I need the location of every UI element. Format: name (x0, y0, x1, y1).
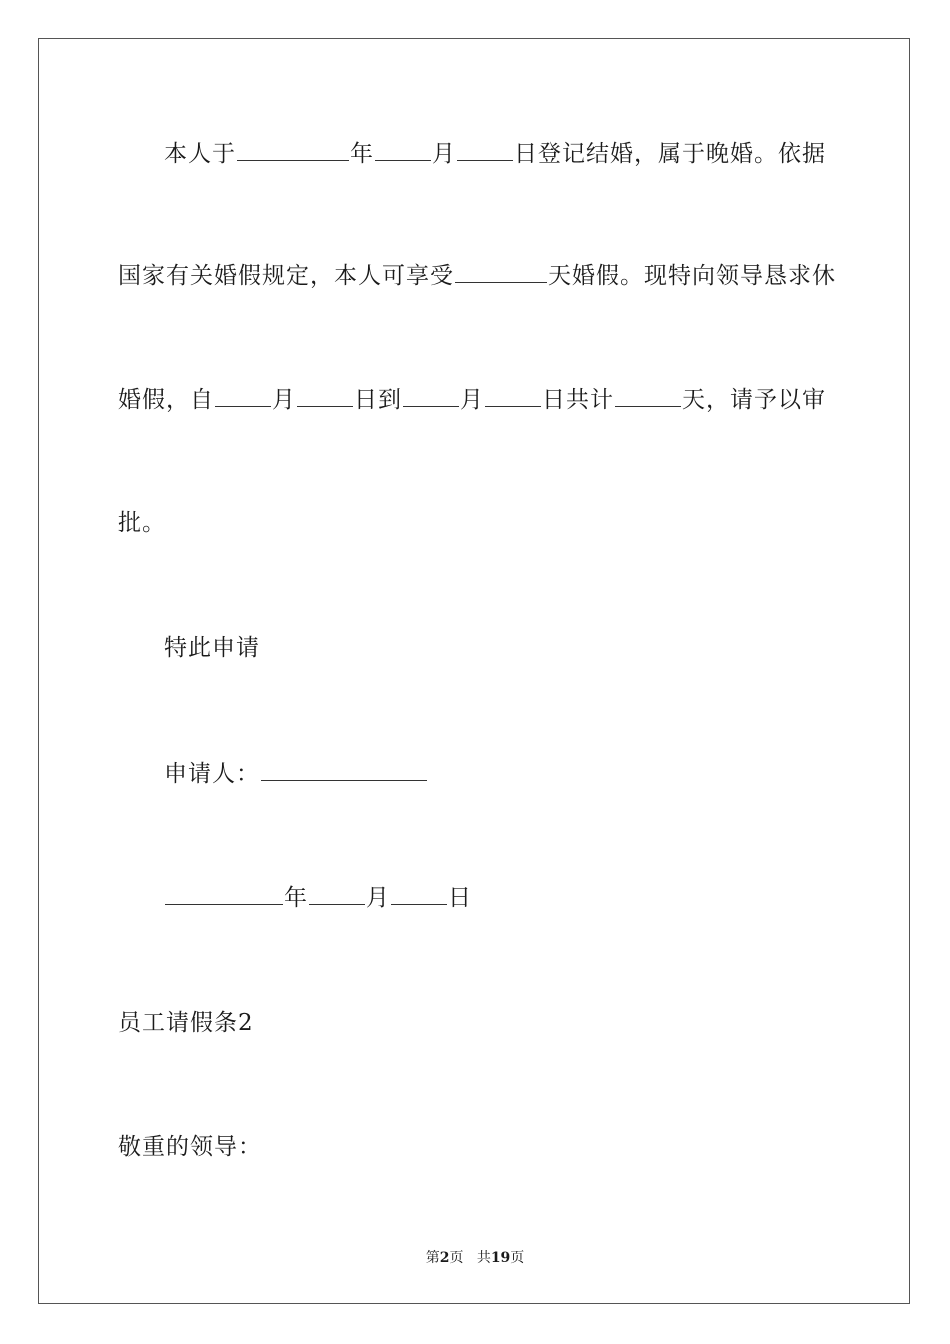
date-line (164, 882, 472, 913)
text-segment: 日登记结婚，属于晚婚。依据 (514, 141, 826, 167)
blank-start-day[interactable] (297, 384, 353, 407)
footer-total-prefix: 共 (476, 1250, 491, 1266)
blank-month[interactable] (375, 138, 431, 161)
blank-applicant-name[interactable] (261, 758, 427, 781)
day-label: 日 (448, 885, 472, 911)
text-segment: 天，请予以审 (682, 387, 826, 413)
paragraph-line-2 (118, 260, 836, 291)
blank-end-month[interactable] (403, 384, 459, 407)
text-segment: 月 (272, 387, 296, 413)
applicant-label: 申请人： (164, 761, 260, 787)
month-label: 月 (366, 885, 390, 911)
section-title-text: 员工请假条2 (118, 1010, 254, 1036)
page-footer (0, 1247, 950, 1267)
blank-day[interactable] (457, 138, 513, 161)
text-segment: 日到 (354, 387, 402, 413)
footer-page-suffix: 页 (449, 1250, 464, 1266)
footer-total-pages: 19 (490, 1250, 511, 1266)
blank-sign-month[interactable] (309, 882, 365, 905)
paragraph-line-3 (118, 384, 826, 415)
text-segment: 国家有关婚假规定，本人可享受 (118, 263, 454, 289)
blank-start-month[interactable] (215, 384, 271, 407)
text-segment: 日共计 (542, 387, 614, 413)
text-segment: 天婚假。现特向领导恳求休 (548, 263, 836, 289)
footer-page-prefix: 第 (425, 1250, 440, 1266)
blank-end-day[interactable] (485, 384, 541, 407)
text-segment: 月 (460, 387, 484, 413)
closing-label: 特此申请 (164, 635, 260, 661)
text-segment: 本人于 (164, 141, 236, 167)
paragraph-line-4 (118, 508, 166, 538)
section-title (118, 1008, 254, 1038)
footer-page-number: 2 (439, 1250, 450, 1266)
footer-total-suffix: 页 (510, 1250, 525, 1266)
text-segment: 月 (432, 141, 456, 167)
closing-text (164, 633, 260, 663)
paragraph-line-1 (164, 138, 826, 169)
year-label: 年 (284, 885, 308, 911)
page-border (38, 38, 910, 1304)
salutation-text: 敬重的领导： (118, 1134, 262, 1160)
blank-sign-year[interactable] (165, 882, 283, 905)
applicant-line (164, 758, 428, 789)
blank-leave-days[interactable] (455, 260, 547, 283)
text-segment: 婚假，自 (118, 387, 214, 413)
blank-sign-day[interactable] (391, 882, 447, 905)
blank-total-days[interactable] (615, 384, 681, 407)
blank-year[interactable] (237, 138, 349, 161)
salutation (118, 1132, 262, 1162)
text-segment: 批。 (118, 510, 166, 536)
text-segment: 年 (350, 141, 374, 167)
